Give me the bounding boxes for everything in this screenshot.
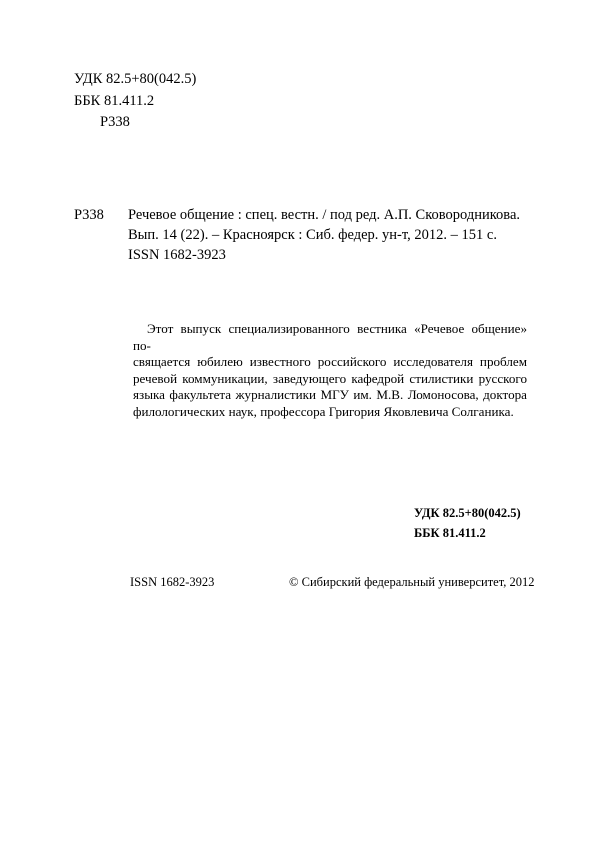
- annotation: [133, 321, 527, 420]
- classification-bbk: ББК 81.411.2: [414, 526, 486, 540]
- annotation-line: свящается юбилею известного российского исследователя проблем: [133, 354, 527, 369]
- copyright-notice: © Сибирский федеральный университет, 2012: [289, 575, 535, 589]
- bbk-code: ББК 81.411.2: [74, 93, 155, 109]
- author-mark: Р338: [100, 114, 130, 130]
- bib-line-2: Вып. 14 (22). – Красноярск : Сиб. федер. ун-т, 2012. – 151 с.: [128, 227, 497, 243]
- bib-mark: Р338: [74, 207, 104, 223]
- annotation-line: Этот выпуск специализированного вестника «Речевое общение» по-: [133, 321, 527, 353]
- bib-line-1: Речевое общение : спец. вестн. / под ред. А.П. Сковородникова.: [128, 207, 521, 223]
- annotation-line: речевой коммуникации, заведующего кафедрой стилистики русского: [133, 370, 527, 386]
- udk-code: УДК 82.5+80(042.5): [74, 71, 197, 87]
- annotation-line: филологических наук, профессора Григория Яковлевича Солганика.: [133, 403, 514, 419]
- bib-issn: ISSN 1682-3923: [128, 247, 226, 263]
- classification-udk: УДК 82.5+80(042.5): [414, 506, 521, 520]
- footer-issn: ISSN 1682-3923: [130, 575, 215, 589]
- annotation-line: языка факультета журналистики МГУ им. М.В. Ломоносова, доктора: [133, 387, 527, 402]
